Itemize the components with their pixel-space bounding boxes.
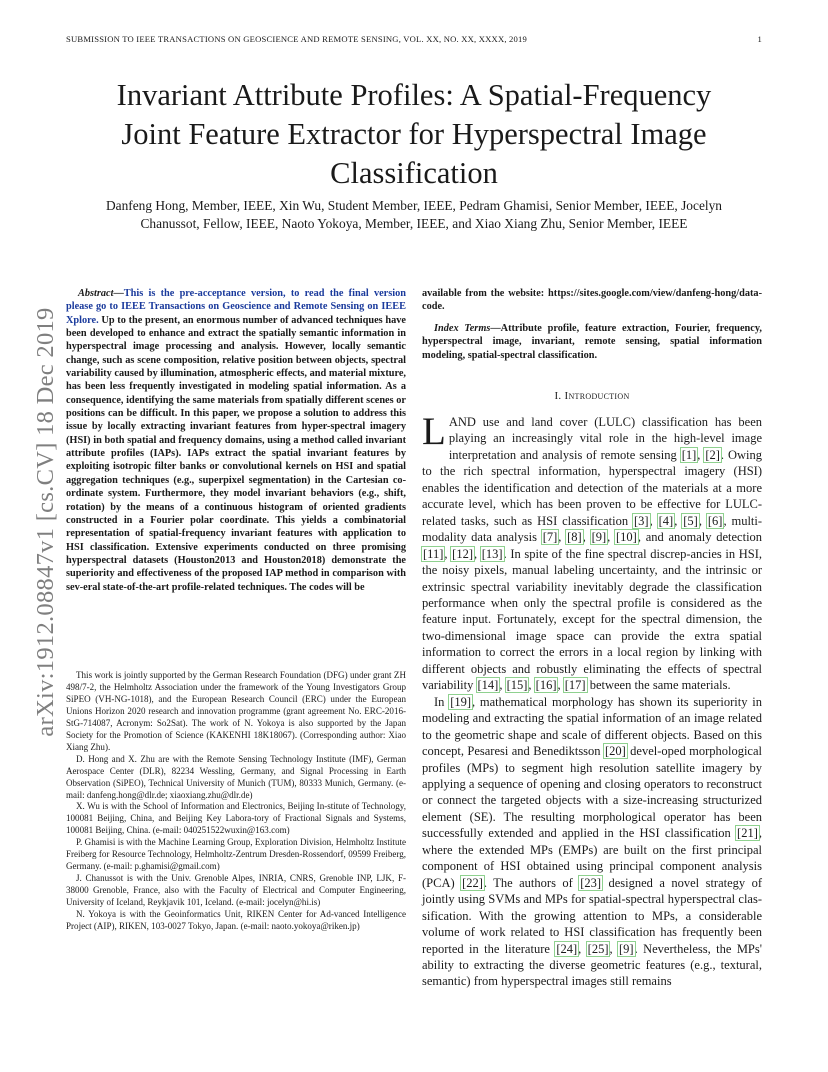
intro-text: devel-oped morphological profiles (MPs) to segment high resolution satellite imagery by applying a sequence of opening and closing operators to reconstruct or connect the targeted objects with a size-increasing structurized element (SE). The resulting morphological operator has been successfully extended and applied in the HSI classification (422, 744, 763, 841)
abstract-body: Up to the present, an enormous number of advanced techniques have been developed to enhance and extract the spatially semantic information in hyperspectral image processing and analysis. However, locally semantic change, such as scene composition, relative position between objects, spectral variability caused by illumination, atmospheric effects, and material mixture, has been less frequently investigated in modeling spatial information. As a consequence, identifying the same materials from spatially different scenes or positions can be difficult. In this paper, we propose a solution to address this issue by locally extracting invariant features from hyper-spectral imagery (HSI) in both spatial and frequency domains, using a method called invariant attribute profiles (IAPs). IAPs extract the spatial invariant features by exploiting isotropic filter banks or convolutional kernels on HSI and spatial aggregation techniques (e.g., superpixel segmentation) in the Cartesian co-ordinate system. Furthermore, they model invariant behaviors (e.g., shift, rotation) by the means of a continuous histogram of oriented gradients constructed in a Fourier polar coordinate. This yields a combinatorial representation of spatial-frequency invariant features with application to HSI classification. Extensive experiments conducted on three promising hyperspectral datasets (Houston2013 and Houston2018) demonstrate the superiority and effectiveness of the proposed IAP method in comparison with sev-eral state-of-the-art profile-related techniques. The codes will be (66, 314, 406, 593)
abstract-continuation: available from the website: https://sites.google.com/view/danfeng-hong/data-code. (422, 288, 762, 313)
intro-text: , (697, 447, 705, 462)
citation-link[interactable]: [22] (462, 875, 483, 890)
footnote: J. Chanussot is with the Univ. Grenoble Alpes, INRIA, CNRS, Grenoble INP, LJK, F-38000 Grenoble, France, also with the Faculty of Electrical and Computer Engineering, University of Iceland, Reykjavik 101, Iceland. (e-mail: jocelyn@hi.is) (66, 873, 406, 908)
intro-text: , (557, 678, 564, 693)
citation-link[interactable]: [20] (604, 744, 626, 759)
citation-link[interactable]: [4] (658, 513, 674, 528)
footnote: N. Yokoya is with the Geoinformatics Unit, RIKEN Center for Ad-vanced Intelligence Project (AIP), RIKEN, 103-0027 Tokyo, Japan. (e-mail: naoto.yokoya@riken.jp) (66, 909, 406, 932)
citation-link[interactable]: [15] (506, 678, 528, 693)
index-terms-label: Index Terms (434, 323, 491, 334)
citation-link[interactable]: [19] (450, 694, 472, 709)
citation-link[interactable]: [6] (707, 513, 723, 528)
index-terms: Index Terms—Attribute profile, feature extraction, Fourier, frequency, hyperspectral image, invariant, remote sensing, spatial information modeling, spatial-spectral classification. (422, 323, 762, 361)
citation-link[interactable]: [3] (634, 513, 649, 528)
footnote: D. Hong and X. Zhu are with the Remote Sensing Technology Institute (IMF), German Aerospace Center (DLR), 82234 Wessling, Germany, and Signal Processing in Earth Observation (SiPEO), Technical University of Munich (TUM), 80333 Munich, Germany. (e-mail: danfeng.hong@dlr.de; xiaoxiang.zhu@dlr.de) (66, 753, 406, 800)
citation-link[interactable]: [11] (423, 546, 444, 561)
citation-link[interactable]: [7] (542, 530, 558, 545)
citation-link[interactable]: [2] (705, 447, 720, 462)
intro-text: , multi-modality data analysis (422, 513, 763, 545)
running-title: SUBMISSION TO IEEE TRANSACTIONS ON GEOSCIENCE AND REMOTE SENSING, VOL. XX, NO. XX, XXXX, 2019 (66, 34, 528, 44)
intro-text: , where the extended MPs (EMPs) are built on the first principal component of HSI obtained using principal component analysis (PCA) (422, 826, 762, 890)
citation-link[interactable]: [24] (556, 941, 578, 956)
abstract: Abstract—This is the pre-acceptance version, to read the final version please go to IEEE Transactions on Geoscience and Remote Sensing on IEEE Xplore. Up to the present, an enormous number of advanced techniques have been developed to enhance and extract the spatially semantic information in hyperspectral image processing and analysis. However, locally semantic change, such as scene composition, relative position between objects, spectral variability caused by illumination, atmospheric effects, and material mixture, has been less frequently investigated in modeling spatial information. As a consequence, identifying the same materials from spatially different scenes or positions can be difficult. In this paper, we propose a solution to address this issue by locally extracting invariant features from hyper-spectral imagery (HSI) in both spatial and frequency domains, using a method called invariant attribute profiles (IAPs). IAPs extract the spatial invariant features by exploiting isotropic filter banks or convolutional kernels on HSI and spatial aggregation techniques (e.g., superpixel segmentation) in the Cartesian co-ordinate system. Furthermore, they model invariant behaviors (e.g., shift, rotation) by the means of a continuous histogram of oriented gradients constructed in a Fourier polar coordinate. This yields a combinatorial representation of spatial-frequency invariant features with application to HSI classification. Extensive experiments conducted on three promising hyperspectral datasets (Houston2013 and Houston2018) demonstrate the superiority and effectiveness of the proposed IAP method in comparison with sev-eral state-of-the-art profile-related techniques. The codes will be (66, 288, 406, 593)
section-heading (422, 390, 762, 402)
citation-link[interactable]: [10] (616, 530, 637, 545)
author-line: Danfeng Hong, Member, IEEE, Xin Wu, Student Member, IEEE, Pedram Ghamisi, Senior Member, IEEE, Jocelyn (105, 198, 723, 213)
section-title: Introduction (564, 390, 630, 402)
intro-text: AND use and land cover (LULC) classification has been playing an increasingly vital role in the high-level image interpretation and analysis of remote sensing (448, 415, 762, 462)
preacceptance-link[interactable]: This is the pre-acceptance version, to read the final version please go to IEEE Transactions on Geoscience and Remote Sensing on IEEE Xplore. (66, 288, 406, 326)
footnote: This work is jointly supported by the German Research Foundation (DFG) under grant ZH 498/7-2, the Helmholtz Association under the framework of the Young Investigators Group SiPEO (VH-NG-1018), and the European Research Council (ERC) under the European Unions Horizon 2020 research and innovation programme (grant agreement No. ERC-2016-StG-714087, Acronym: So2Sat). The work of N. Yokoya is also supported by the Japan Society for the Promotion of Science (KAKENHI 18K18067). (Corresponding author: Xiao Xiang Zhu). (66, 670, 406, 752)
citation-link[interactable]: [9] (591, 530, 607, 545)
intro-paragraph-1 (422, 410, 763, 694)
intro-text: , (499, 678, 506, 693)
index-terms-text: Attribute profile, feature extraction, Fourier, frequency, hyperspectral image, invariant, remote sensing, spatial information modeling, spatial-spectral classification. (422, 323, 762, 361)
intro-text: , mathematical morphology has shown its superiority in modeling and extracting the spatial information of an image related to the geometric shape and scale of different objects. Based on this concept, Pesaresi and Benediktsson (422, 694, 762, 759)
intro-text: , (473, 546, 481, 561)
citation-link[interactable]: [13] (481, 546, 503, 561)
intro-text: . Nevertheless, the MPs' ability to extracting the diverse geometric features (e.g., textural, semantic) from hyperspectral images still remains (422, 941, 763, 989)
intro-text: designed a novel strategy of jointly using SVMs and MPs for spatial-spectral hyperspectral clas-sification. With the growing attention to MPs, a considerable volume of work related to HSI classification has frequently been reported in the literature (422, 875, 763, 956)
citation-link[interactable]: [8] (567, 530, 582, 545)
citation-link[interactable]: [14] (477, 678, 499, 693)
intro-text: In (434, 694, 450, 709)
citation-link[interactable]: [23] (580, 875, 602, 890)
citation-link[interactable]: [12] (452, 546, 473, 561)
citation-link[interactable]: [17] (564, 678, 586, 693)
intro-text: , and anomaly detection (637, 530, 763, 545)
title-line: Classification (330, 156, 498, 190)
intro-text: , (578, 941, 587, 956)
citation-link[interactable]: [5] (683, 513, 698, 528)
intro-text: , (607, 530, 616, 545)
page-number: 1 (757, 34, 762, 44)
footnote: X. Wu is with the School of Information and Electronics, Beijing In-stitute of Technology, 100081 Beijing, China, and Beijing Key Labora-tory of Fractional Signals and Systems, 100081 Beijing, China. (e-mail: 040251522wuxin@163.com) (66, 801, 406, 836)
introduction-body (422, 410, 763, 990)
citation-link[interactable]: [1] (681, 447, 697, 462)
title-line: Joint Feature Extractor for Hyperspectral Image (121, 117, 707, 151)
citation-link[interactable]: [25] (587, 941, 609, 956)
arxiv-stamp: arXiv:1912.08847v1 [cs.CV] 18 Dec 2019 (32, 307, 59, 737)
author-list (60, 197, 768, 233)
intro-text: , (649, 513, 658, 528)
abstract-label: Abstract (78, 288, 114, 299)
intro-text: , (528, 678, 535, 693)
intro-text: . Owing to the rich spectral information, hyperspectral imagery (HSI) enables the identification and detection of the materials at a more accurate level, which has been proven to be effective for LULC-related tasks, such as HSI classification (422, 447, 763, 528)
intro-text: . In spite of the fine spectral discrep-ancies in HSI, the noisy pixels, manual labeling uncertainty, and the intrinsic or extrinsic spectral variability inevitably degrade the classification performance when only the spectral profile is considered as the feature input. Fortunately, except for the spectral dimension, the two-dimensional image space can provide the extra spatial information to correct the errors in a local region by linking with different objects and robustly eliminating the effects of spectral variability (422, 546, 763, 693)
intro-text: . The authors of (483, 875, 580, 890)
footnotes (66, 670, 406, 933)
running-header (66, 34, 762, 44)
intro-text: , (609, 941, 618, 956)
title-line: Invariant Attribute Profiles: A Spatial-Frequency (116, 78, 712, 112)
citation-link[interactable]: [9] (619, 941, 634, 956)
intro-paragraph-2 (422, 694, 762, 990)
section-number: I. (554, 390, 562, 402)
footnote: P. Ghamisi is with the Machine Learning Group, Exploration Division, Helmholtz Institute Freiberg for Resource Technology, Helmholtz-Zentrum Dresden-Rossendorf, 09599 Freiberg, Germany. (e-mail: p.ghamisi@gmail.com) (66, 837, 406, 872)
intro-text: , (582, 530, 591, 545)
citation-link[interactable]: [21] (737, 826, 758, 841)
drop-cap: L (422, 410, 446, 453)
intro-text: , (444, 546, 452, 561)
citation-link[interactable]: [16] (535, 678, 557, 693)
intro-text: between the same materials. (586, 678, 731, 693)
author-line: Chanussot, Fellow, IEEE, Naoto Yokoya, Member, IEEE, and Xiao Xiang Zhu, Senior Member, IEEE (140, 216, 688, 231)
intro-text: , (558, 530, 567, 545)
intro-text: , (698, 513, 707, 528)
paper-title (60, 76, 768, 193)
intro-text: , (674, 513, 683, 528)
